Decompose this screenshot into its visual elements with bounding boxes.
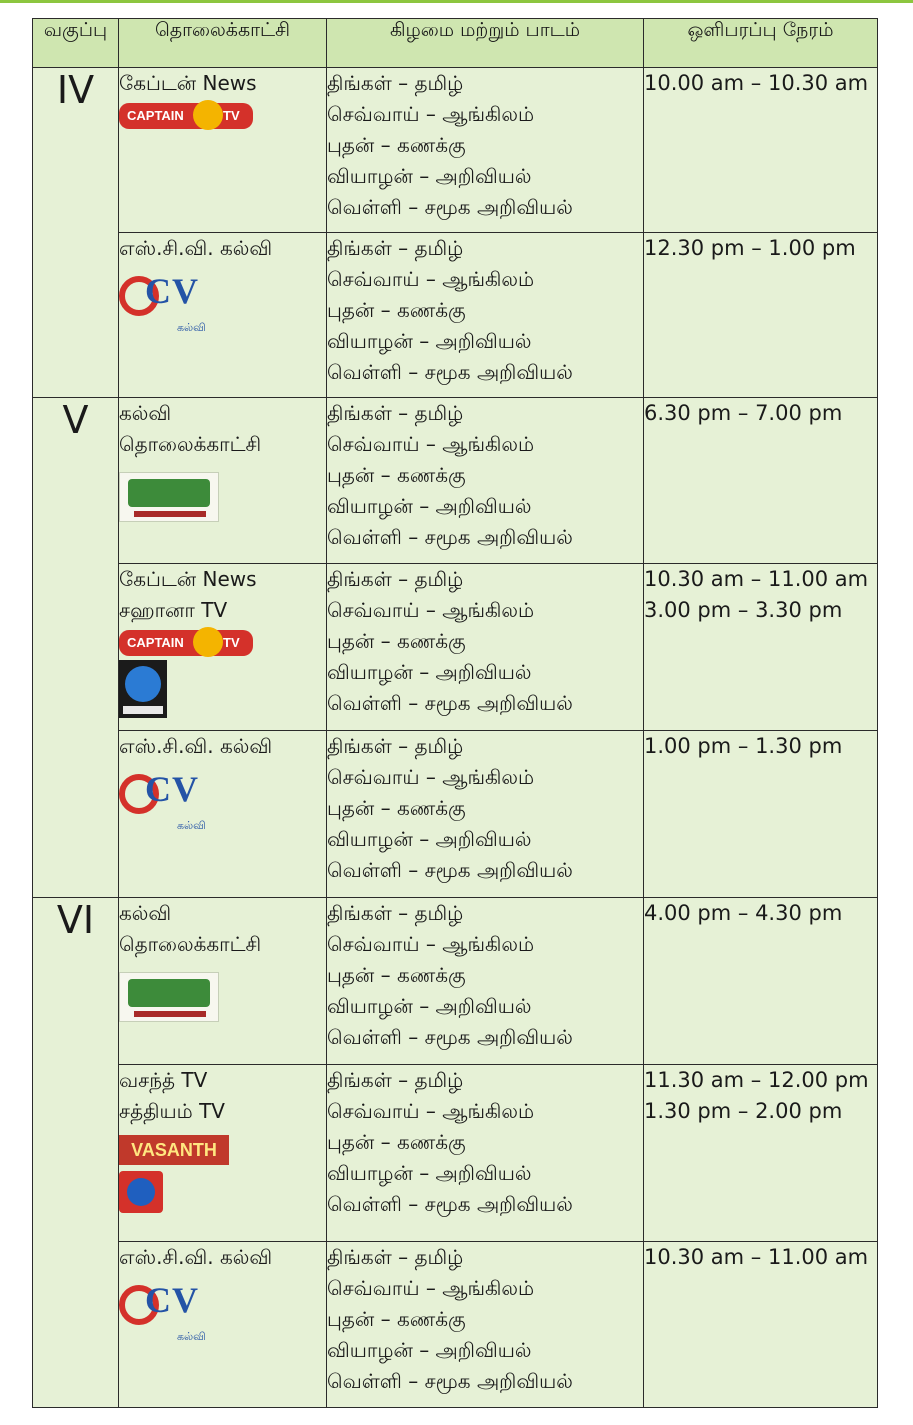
subject-line: திங்கள் – தமிழ் [327, 901, 464, 926]
channel-name: எஸ்.சி.வி. கல்வி [119, 1244, 273, 1269]
subject-line: வெள்ளி – சமூக அறிவியல் [327, 1192, 573, 1217]
subject-line: திங்கள் – தமிழ் [327, 733, 464, 758]
subject-line: வியாழன் – அறிவியல் [327, 164, 532, 188]
class-v: V [33, 398, 119, 898]
header-day-subject: கிழமை மற்றும் பாடம் [327, 19, 644, 68]
broadcast-time: 1.30 pm – 2.00 pm [644, 1099, 843, 1124]
table-row [33, 898, 878, 1065]
time-cell [644, 1065, 878, 1241]
subject-line: திங்கள் – தமிழ் [327, 71, 464, 95]
subject-line: புதன் – கணக்கு [327, 133, 466, 157]
class-iv: IV [33, 68, 119, 398]
subject-cell [327, 233, 644, 398]
table-row [33, 1241, 878, 1407]
subject-cell [327, 563, 644, 730]
subject-line: புதன் – கணக்கு [327, 795, 466, 820]
channel-name: தொலைக்காட்சி [119, 932, 262, 957]
subject-line: புதன் – கணக்கு [327, 628, 466, 653]
channel-cell [119, 1065, 327, 1241]
subject-cell [327, 730, 644, 897]
time-cell [644, 1241, 878, 1407]
subject-line: வெள்ளி – சமூக அறிவியல் [327, 690, 573, 715]
table-row [33, 1065, 878, 1241]
broadcast-time: 3.00 pm – 3.30 pm [644, 597, 843, 622]
subject-line: செவ்வாய் – ஆங்கிலம் [327, 1099, 535, 1124]
channel-name: சத்தியம் TV [119, 1099, 225, 1124]
subject-cell [327, 1241, 644, 1407]
channel-cell [119, 233, 327, 398]
broadcast-time: 1.00 pm – 1.30 pm [644, 733, 843, 758]
scv-kalvi-logo: CV கல்வி [119, 274, 219, 330]
subject-cell [327, 898, 644, 1065]
subject-line: புதன் – கணக்கு [327, 298, 466, 323]
scv-kalvi-logo: CV கல்வி [119, 1283, 219, 1339]
subject-line: புதன் – கணக்கு [327, 963, 466, 988]
channel-name: கல்வி [119, 901, 172, 926]
subject-line: திங்கள் – தமிழ் [327, 236, 464, 261]
subject-line: செவ்வாய் – ஆங்கிலம் [327, 102, 535, 126]
broadcast-time: 11.30 am – 12.00 pm [644, 1068, 869, 1093]
subject-line: வியாழன் – அறிவியல் [327, 1161, 532, 1186]
broadcast-time: 10.30 am – 11.00 am [644, 566, 869, 591]
scv-kalvi-logo: CV கல்வி [119, 772, 219, 828]
channel-cell [119, 898, 327, 1065]
time-cell [644, 398, 878, 563]
subject-line: செவ்வாய் – ஆங்கிலம் [327, 597, 535, 622]
kalvi-tv-logo [119, 972, 219, 1022]
channel-name: எஸ்.சி.வி. கல்வி [119, 733, 273, 758]
table-row [33, 563, 878, 730]
subject-line: வியாழன் – அறிவியல் [327, 494, 532, 519]
subject-cell [327, 1065, 644, 1241]
channel-name: வசந்த் TV [119, 1068, 208, 1093]
kalvi-tv-logo [119, 472, 219, 522]
subject-line: செவ்வாய் – ஆங்கிலம் [327, 432, 535, 457]
subject-line: செவ்வாய் – ஆங்கிலம் [327, 1275, 535, 1300]
subject-line: வெள்ளி – சமூக அறிவியல் [327, 857, 573, 882]
subject-line: வெள்ளி – சமூக அறிவியல் [327, 1368, 573, 1393]
sathiyam-tv-logo [119, 1171, 163, 1213]
subject-line: வெள்ளி – சமூக அறிவியல் [327, 360, 573, 385]
subject-line: வியாழன் – அறிவியல் [327, 994, 532, 1019]
channel-cell [119, 730, 327, 897]
subject-cell [327, 68, 644, 233]
table-row [33, 398, 878, 563]
channel-name: கல்வி [119, 401, 172, 426]
channel-name: சஹானா TV [119, 597, 228, 622]
subject-line: வெள்ளி – சமூக அறிவியல் [327, 525, 573, 550]
channel-name: எஸ்.சி.வி. கல்வி [119, 236, 273, 261]
channel-name: கேப்டன் News [119, 71, 257, 95]
channel-cell [119, 563, 327, 730]
broadcast-time: 10.00 am – 10.30 am [644, 71, 869, 95]
subject-line: செவ்வாய் – ஆங்கிலம் [327, 764, 535, 789]
header-channel: தொலைக்காட்சி [119, 19, 327, 68]
time-cell [644, 898, 878, 1065]
broadcast-time: 6.30 pm – 7.00 pm [644, 401, 843, 426]
tv-schedule-table [32, 18, 878, 1408]
broadcast-time: 4.00 pm – 4.30 pm [644, 901, 843, 926]
time-cell [644, 68, 878, 233]
table-row [33, 233, 878, 398]
sahana-tv-logo [119, 660, 167, 718]
subject-line: வியாழன் – அறிவியல் [327, 1337, 532, 1362]
subject-line: செவ்வாய் – ஆங்கிலம் [327, 932, 535, 957]
subject-line: திங்கள் – தமிழ் [327, 1068, 464, 1093]
time-cell [644, 730, 878, 897]
time-cell [644, 563, 878, 730]
subject-line: வெள்ளி – சமூக அறிவியல் [327, 1025, 573, 1050]
subject-line: வியாழன் – அறிவியல் [327, 659, 532, 684]
subject-line: திங்கள் – தமிழ் [327, 401, 464, 426]
subject-line: புதன் – கணக்கு [327, 1306, 466, 1331]
table-header-row [33, 19, 878, 68]
header-class: வகுப்பு [33, 19, 119, 68]
subject-cell [327, 398, 644, 563]
subject-line: திங்கள் – தமிழ் [327, 1244, 464, 1269]
header-broadcast-time: ஒளிபரப்பு நேரம் [644, 19, 878, 68]
captain-tv-logo: CAPTAIN TV [119, 630, 253, 656]
subject-line: திங்கள் – தமிழ் [327, 566, 464, 591]
time-cell [644, 233, 878, 398]
channel-cell [119, 68, 327, 233]
table-row [33, 68, 878, 233]
subject-line: வெள்ளி – சமூக அறிவியல் [327, 195, 573, 219]
table-row [33, 730, 878, 897]
channel-cell [119, 1241, 327, 1407]
channel-name: தொலைக்காட்சி [119, 432, 262, 457]
channel-name: கேப்டன் News [119, 566, 257, 591]
subject-line: புதன் – கணக்கு [327, 1130, 466, 1155]
vasanth-tv-logo: VASANTH [119, 1135, 229, 1165]
subject-line: செவ்வாய் – ஆங்கிலம் [327, 267, 535, 292]
subject-line: புதன் – கணக்கு [327, 463, 466, 488]
subject-line: வியாழன் – அறிவியல் [327, 826, 532, 851]
broadcast-time: 10.30 am – 11.00 am [644, 1244, 869, 1269]
captain-tv-logo: CAPTAIN TV [119, 103, 253, 129]
broadcast-time: 12.30 pm – 1.00 pm [644, 236, 856, 261]
top-accent-line [0, 0, 913, 3]
subject-line: வியாழன் – அறிவியல் [327, 329, 532, 354]
channel-cell [119, 398, 327, 563]
class-vi: VI [33, 898, 119, 1408]
